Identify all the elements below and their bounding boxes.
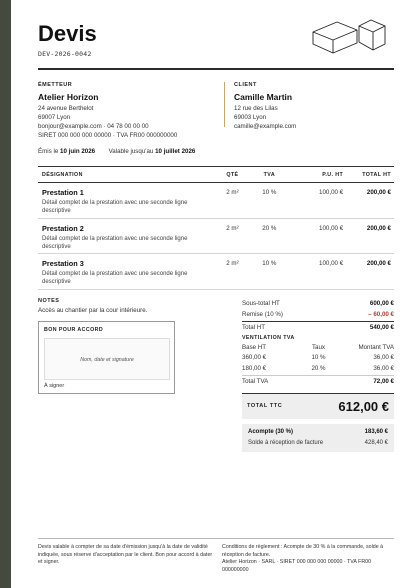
vat-row (242, 353, 394, 364)
document-dates (38, 148, 195, 155)
item-description: Détail complet de la prestation avec une seconde ligne descriptive (42, 235, 188, 250)
table-row (38, 183, 394, 219)
client-email: camille@example.com (234, 123, 297, 131)
header-vat: TVA (263, 171, 276, 178)
vat-breakdown-heading: VENTILATION TVA (242, 334, 295, 341)
balance-label: Solde à réception de facture (248, 440, 324, 446)
total-ht-row (242, 322, 394, 333)
emitter-legal-ids: SIRET 000 000 000 00000 · TVA FR00 000000000 (38, 132, 178, 140)
notes-text: Accès au chantier par la cour intérieure. (38, 307, 148, 314)
discount-row (242, 309, 394, 320)
total-vat-value: 72,00 € (373, 377, 394, 385)
item-name: Prestation 3 (42, 259, 84, 268)
item-quantity: 2 m² (226, 189, 239, 196)
item-vat: 10 % (262, 189, 277, 196)
client-heading: CLIENT (234, 82, 257, 88)
quote-document (11, 0, 416, 588)
discount-value: – 60,00 € (368, 311, 394, 318)
agreement-heading: BON POUR ACCORD (44, 327, 104, 333)
notes-heading: NOTES (38, 298, 60, 304)
table-row (38, 219, 394, 255)
item-vat: 20 % (262, 224, 277, 232)
balance-value: 428,40 € (364, 440, 388, 446)
subtotal-label: Sous-total HT (242, 300, 280, 307)
header-unit-price: P.U. HT (322, 171, 344, 178)
item-description: Détail complet de la prestation avec une seconde ligne descriptive (42, 271, 188, 286)
document-title: Devis (38, 21, 97, 46)
total-ttc-value: 612,00 € (338, 398, 389, 414)
item-quantity: 2 m² (226, 224, 239, 232)
line-items-table (38, 166, 394, 290)
client-address-city: 69003 Lyon (234, 114, 267, 122)
vat-amount: 36,00 € (373, 354, 394, 362)
vat-header-rate: Taux (311, 343, 326, 351)
deposit-row (248, 427, 388, 438)
emitter-heading: ÉMETTEUR (38, 82, 73, 88)
company-logo-icon (311, 16, 391, 54)
total-vat-row (242, 376, 394, 387)
item-unit-price: 100,00 € (319, 189, 344, 196)
item-vat: 10 % (262, 260, 277, 267)
vat-rate: 20 % (311, 364, 326, 372)
emitter-block (38, 82, 218, 140)
agreement-box (38, 321, 175, 394)
emitter-address-street: 24 avenue Berthelot (38, 105, 94, 112)
item-total: 200,00 € (366, 224, 391, 232)
valid-until-date: 10 juillet 2026 (155, 148, 196, 155)
discount-label: Remise (10 %) (242, 311, 283, 318)
item-name: Prestation 1 (42, 188, 84, 197)
emitter-contact: bonjour@example.com · 04 78 00 00 00 (38, 123, 149, 131)
total-ht-label: Total HT (242, 324, 266, 331)
vat-rate: 10 % (311, 354, 326, 362)
signature-hint: Nom, date et signature (80, 357, 134, 363)
document-number: DEV-2026-0042 (38, 50, 92, 58)
item-total: 200,00 € (366, 260, 391, 267)
vat-base: 180,00 € (242, 364, 267, 372)
footer-rule (38, 538, 394, 539)
signature-place: À signer (44, 383, 65, 389)
issued-date: 10 juin 2026 (60, 148, 96, 155)
vat-amount: 36,00 € (373, 364, 394, 372)
total-ttc-box (242, 393, 394, 419)
valid-until-label: Valable jusqu'au (108, 148, 154, 155)
header-total: TOTAL HT (362, 171, 391, 178)
table-header-row (38, 166, 394, 183)
subtotal-row (242, 298, 394, 309)
item-name: Prestation 2 (42, 223, 84, 233)
table-row (38, 254, 394, 290)
footer-payment-terms: Conditions de règlement : Acompte de 30 % à la commande, solde à réception de facture. (222, 544, 384, 558)
balance-row (248, 438, 388, 449)
item-total: 200,00 € (366, 189, 391, 196)
item-quantity: 2 m² (226, 260, 239, 267)
item-unit-price: 100,00 € (319, 260, 344, 267)
side-accent-bar (0, 0, 11, 588)
header-quantity: QTÉ (226, 171, 239, 178)
total-ttc-label: TOTAL TTC (247, 403, 283, 409)
vat-row (242, 363, 394, 374)
client-address-street: 12 rue des Lilas (234, 105, 278, 112)
signature-area[interactable] (44, 338, 170, 380)
vat-header-row (242, 342, 394, 353)
footer-validity-text: Devis valable à compter de sa date d'émission jusqu'à la date de validité indiquée, sous réserve d'acceptation par le client. Bon pour accord à dater et signer. (38, 544, 213, 566)
vat-header-amount: Montant TVA (358, 343, 394, 351)
header-rule (38, 68, 394, 70)
item-description: Détail complet de la prestation avec une seconde ligne descriptive (42, 200, 188, 215)
footer-terms (222, 544, 394, 575)
total-vat-label: Total TVA (242, 377, 269, 385)
vat-base: 360,00 € (242, 354, 267, 362)
emitter-name: Atelier Horizon (38, 92, 99, 102)
issued-label: Émis le (38, 148, 59, 155)
subtotal-value: 600,00 € (369, 300, 394, 307)
item-unit-price: 100,00 € (319, 224, 344, 232)
deposit-box (242, 424, 394, 452)
emitter-address-city: 69007 Lyon (38, 114, 71, 122)
header-designation: DÉSIGNATION (42, 171, 83, 178)
client-name: Camille Martin (234, 92, 293, 102)
total-ht-value: 540,00 € (369, 324, 394, 331)
footer-company-legal: Atelier Horizon · SARL · SIRET 000 000 000 00000 · TVA FR00 000000000 (222, 559, 372, 574)
client-block (224, 82, 374, 131)
deposit-value: 183,60 € (364, 429, 388, 435)
vat-header-base: Base HT (242, 343, 267, 351)
deposit-label: Acompte (30 %) (248, 429, 294, 435)
totals-block (242, 298, 394, 452)
